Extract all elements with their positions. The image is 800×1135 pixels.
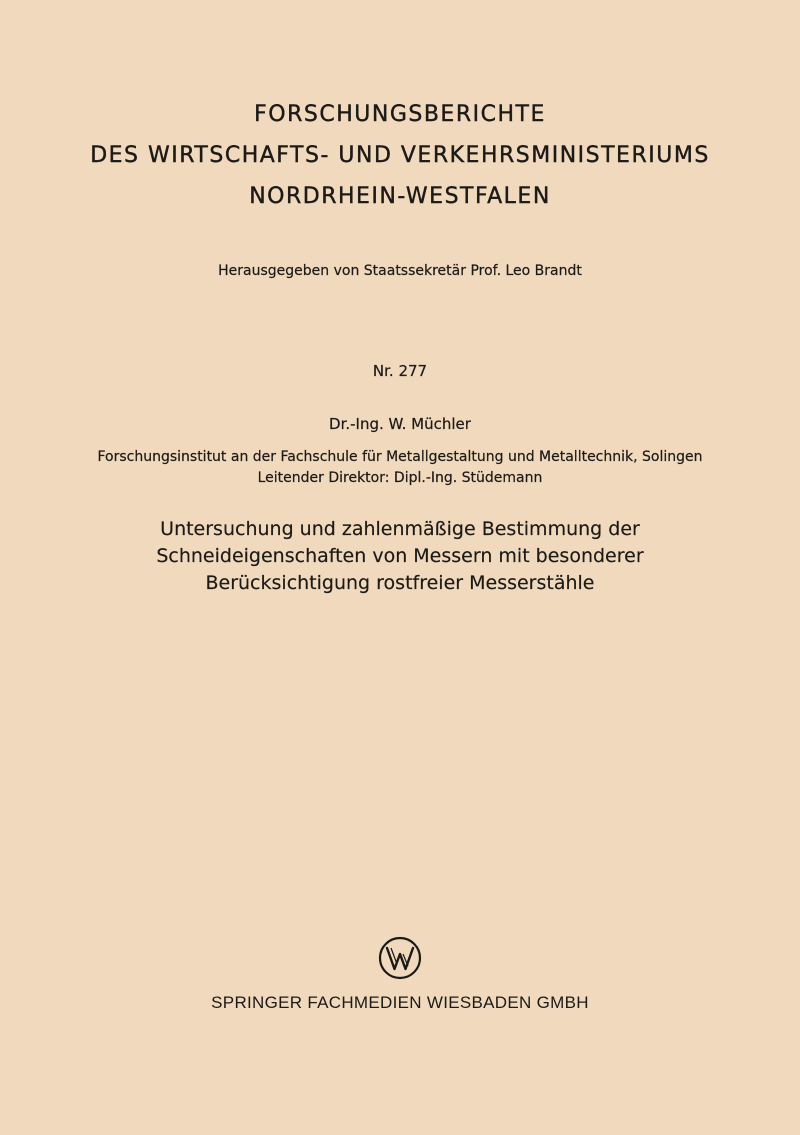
series-title-line-1: FORSCHUNGSBERICHTE (254, 102, 546, 127)
book-title-line-1: Untersuchung und zahlenmäßige Bestimmung der (160, 518, 640, 540)
editor-line: Herausgegeben von Staatssekretär Prof. Leo Brandt (218, 263, 582, 279)
institute-line-2: Leitender Direktor: Dipl.-Ing. Stüdemann (257, 470, 543, 486)
springer-vs-logo-icon (378, 936, 422, 980)
series-title-line-2: DES WIRTSCHAFTS- UND VERKEHRSMINISTERIUMS (90, 143, 710, 168)
institute-line-1: Forschungsinstitut an der Fachschule für Metallgestaltung und Metalltechnik, Solingen (97, 449, 703, 465)
book-title-line-2: Schneideigenschaften von Messern mit besonderer (156, 545, 644, 567)
publisher-name: SPRINGER FACHMEDIEN WIESBADEN GMBH (211, 993, 589, 1012)
report-number: Nr. 277 (372, 362, 428, 380)
book-title-line-3: Berücksichtigung rostfreier Messerstähle (205, 572, 595, 594)
series-title-line-3: NORDRHEIN-WESTFALEN (249, 184, 551, 209)
author-name: Dr.-Ing. W. Müchler (329, 415, 471, 433)
